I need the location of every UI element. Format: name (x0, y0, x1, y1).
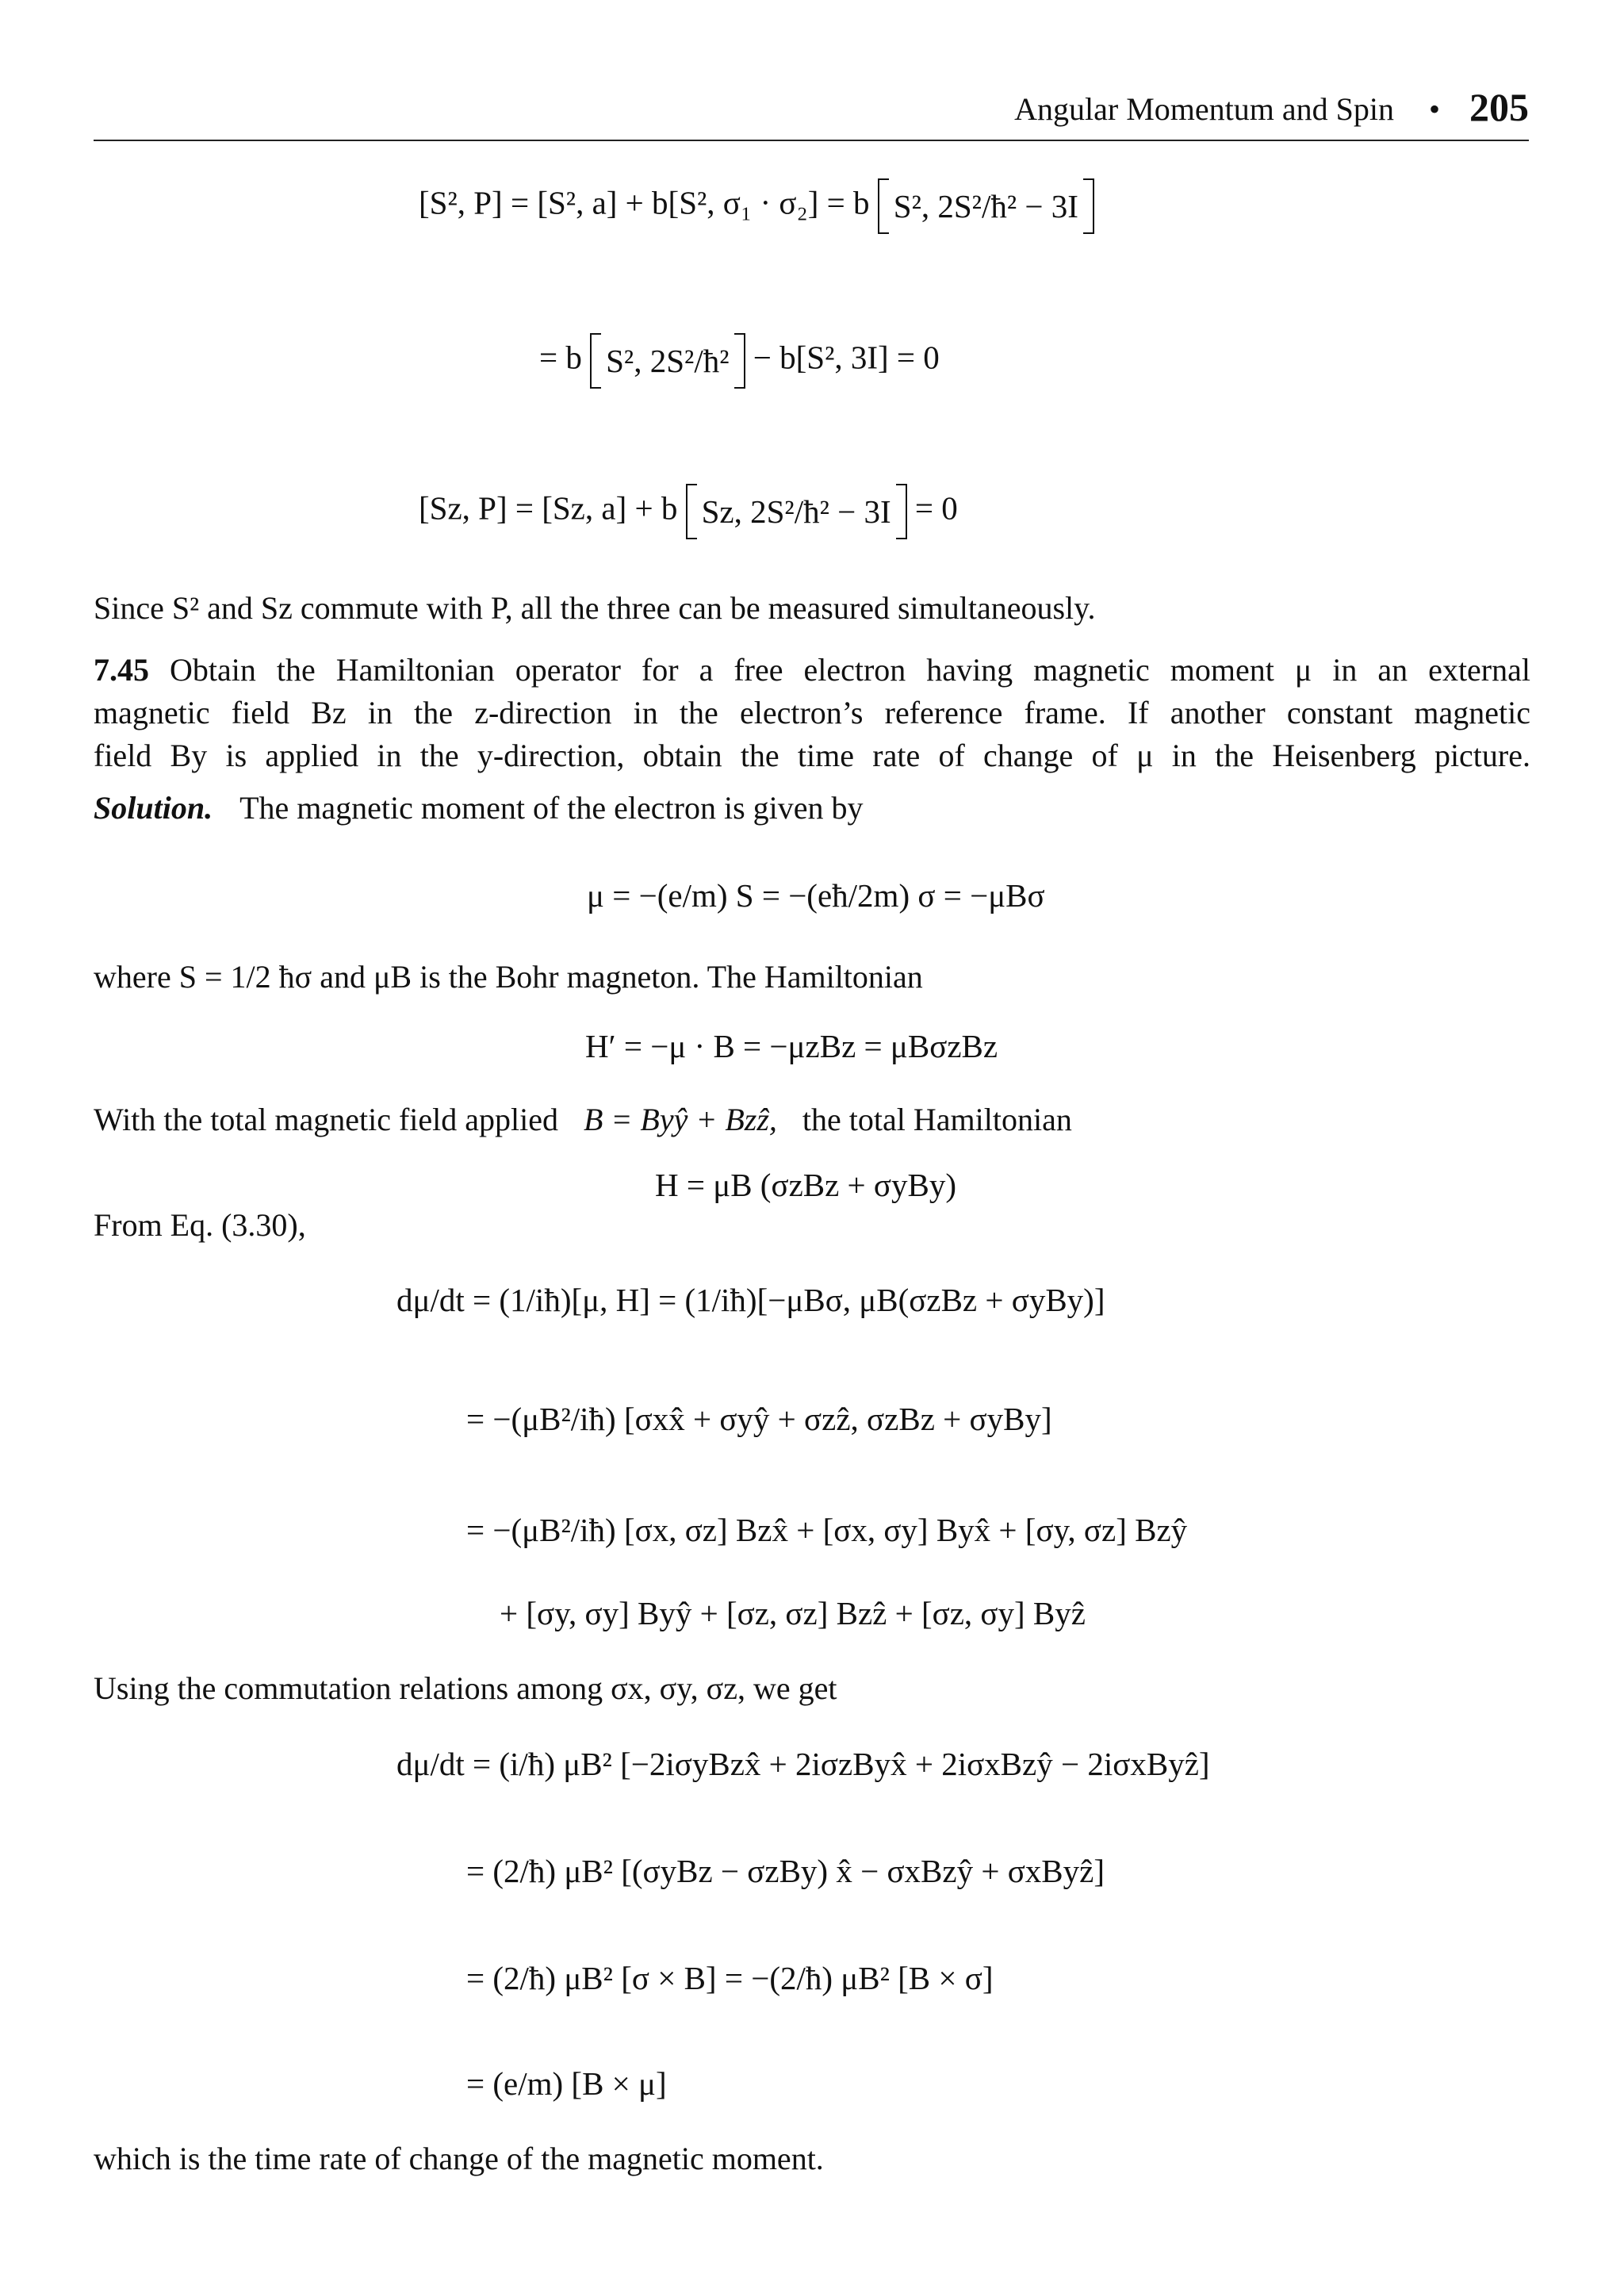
equation-text: = b (539, 339, 582, 376)
equation-s2-p-line2 (539, 333, 940, 389)
problem-line-3: field By is applied in the y-direction, obtain the time rate of change of μ in the Heisenberg picture. (94, 738, 1530, 773)
derivation-line-3: = −(μB²/iħ) [σx, σz] Bzx̂ + [σx, σy] Byx̂ + [σy, σz] Bzŷ (466, 1512, 1188, 1548)
derivation-line-1: dμ/dt = (1/iħ)[μ, H] = (1/iħ)[−μBσ, μB(σzBz + σyBy)] (396, 1282, 1105, 1318)
equation-magnetic-moment: μ = −(e/m) S = −(eħ/2m) σ = −μBσ (587, 877, 1045, 914)
equation-h-total: H = μB (σzBz + σyBy) (655, 1167, 957, 1203)
where-paragraph: where S = 1/2 ħσ and μB is the Bohr magneton. The Hamiltonian (94, 959, 923, 995)
result-line-4: = (e/m) [B × μ] (466, 2065, 667, 2102)
result-line-3: = (2/ħ) μB² [σ × B] = −(2/ħ) μB² [B × σ] (466, 1960, 994, 1996)
bracket-expression (590, 333, 745, 389)
solution-line (94, 787, 1530, 830)
with-total-end: the total Hamiltonian (802, 1102, 1072, 1137)
problem-line-1 (94, 649, 1530, 692)
equation-h-prime: H′ = −μ · B = −μzBz = μBσzBz (585, 1028, 998, 1064)
with-total-equation: B = Byŷ + Bzẑ, (583, 1102, 777, 1137)
equation-s2-p-line1 (419, 178, 1094, 234)
running-head (94, 76, 1529, 141)
equation-text: Sz, 2S²/ħ² − 3I (701, 493, 891, 530)
problem-number: 7.45 (94, 652, 149, 688)
equation-text: [S², P] = [S², a] + b[S², σ₁ · σ₂] = b (419, 184, 870, 221)
since-paragraph: Since S² and Sz commute with P, all the three can be measured simultaneously. (94, 590, 1096, 626)
using-paragraph: Using the commutation relations among σx, σy, σz, we get (94, 1670, 837, 1706)
result-line-2: = (2/ħ) μB² [(σyBz − σzBy) x̂ − σxBzŷ + σxByẑ] (466, 1853, 1105, 1889)
bracket-expression (878, 178, 1094, 234)
conclusion-paragraph: which is the time rate of change of the magnetic moment. (94, 2141, 824, 2176)
with-total-text: With the total magnetic field applied (94, 1102, 558, 1137)
problem-text: Obtain the Hamiltonian operator for a free electron having magnetic moment μ in an external (170, 652, 1530, 688)
page-number: 205 (1469, 85, 1529, 129)
equation-sz-p (419, 484, 958, 539)
equation-text: [Sz, P] = [Sz, a] + b (419, 489, 678, 527)
equation-text: − b[S², 3I] = 0 (753, 339, 940, 376)
equation-text: S², 2S²/ħ² − 3I (893, 188, 1078, 224)
bracket-expression (686, 484, 907, 539)
equation-text: S², 2S²/ħ² (606, 343, 730, 379)
from-eq-line: From Eq. (3.30), (94, 1207, 306, 1243)
with-total-line (94, 1098, 1530, 1141)
derivation-line-2: = −(μB²/iħ) [σxx̂ + σyŷ + σzẑ, σzBz + σyBy] (466, 1401, 1052, 1437)
problem-line-2: magnetic field Bz in the z-direction in the electron’s reference frame. If another constant magnetic (94, 695, 1530, 730)
derivation-line-4: + [σy, σy] Byŷ + [σz, σz] Bzẑ + [σz, σy] Byẑ (500, 1595, 1086, 1631)
header-bullet: • (1428, 91, 1440, 127)
solution-label: Solution. (94, 790, 213, 826)
equation-text: = 0 (914, 489, 958, 527)
chapter-title: Angular Momentum and Spin (1014, 91, 1394, 127)
solution-text: The magnetic moment of the electron is given by (239, 790, 864, 826)
result-line-1: dμ/dt = (i/ħ) μB² [−2iσyBzx̂ + 2iσzByx̂ + 2iσxBzŷ − 2iσxByẑ] (396, 1746, 1210, 1782)
